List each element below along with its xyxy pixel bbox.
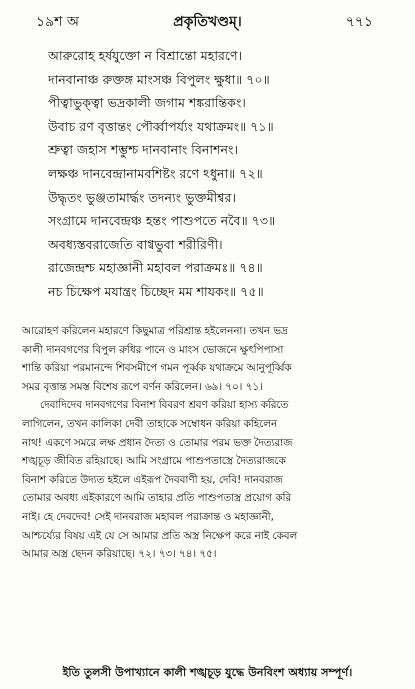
prose-line: আমার অস্ত্র ছেদন করিয়াছে। ৭২। ৭৩। ৭৪। ৭৫। — [22, 548, 217, 561]
bengali-translation — [22, 322, 406, 564]
verse-line: পীত্বাভুক্ত্বা ভদ্রকালী জগাম শঙ্করান্তিকং। — [48, 95, 246, 111]
verse-line: সংগ্রামে দানবেন্দ্রঞ্চ হন্তং পাশুপতে নবৈ॥ ৭৩॥ — [48, 213, 276, 229]
verse-line: অবধ্যস্তবরাজেতি বাগ্বভুবা শরীরিণী। — [48, 236, 223, 252]
prose-line: নাই। হে দেবদেব! সেই দানবরাজ মহাবল পরাক্রান্ত ও মহাজ্ঞানী, — [22, 510, 274, 523]
prose-line: বিনাশ করিতে উদ্যত হইলে এইরূপ দৈববাণী হয়, দেবি! দানবরাজ — [22, 473, 283, 486]
sanskrit-verses — [48, 44, 400, 304]
prose-line: তোমার অবধ্য এইকারণে আমি তাহার প্রতি পাশুপতাস্ত্র প্রয়োগ করি — [22, 492, 292, 505]
verse-line: উবাচ রণ বৃত্তান্তং পৌর্ব্বাপর্য্যং যথাক্রমং॥ ৭১॥ — [48, 118, 274, 134]
prose-line: আরোহণ করিলেন মহারণে কিছুমাত্র পরিশ্রান্ত হইলেননা। তখন ভদ্র — [22, 325, 288, 337]
prose-line: দেবাদিদেব দানবগণের বিনাশ বিবরণ শ্রবণ করিয়া হাস্য করিতে — [40, 399, 289, 412]
prose-line: শান্তি করিয়া পরমানন্দে শিবসমীপে গমন পূর্ব্বক যথাক্রমে আনুপূর্ব্বিক — [22, 362, 292, 375]
running-header — [0, 10, 415, 32]
prose-line: কালী দানবগণের বিপুল রুধির পানে ও মাংস ভোজনে ক্ষুৎপিপাসা — [22, 343, 284, 356]
page-number: ৭৭১ — [345, 14, 373, 30]
page-title: প্রকৃতিখণ্ডম্। — [173, 14, 242, 30]
prose-line: আশ্চর্য্যের বিষয় এই যে সে আমার প্রতি অস্ত্র নিক্ষেপ করে নাই কেবল — [22, 529, 298, 542]
prose-line: লাগিলেন, তখন কালিকা দেবী তাহাকে সম্বোধন করিয়া কহিলেন — [22, 417, 278, 430]
chapter-number: ১৯শ অ — [36, 14, 80, 30]
prose-line: শঙ্খচূড় জীবিত রহিয়াছে। আমি সংগ্রামে পাশুপতাস্ত্রে দৈত্যরাজকে — [22, 455, 286, 468]
prose-line: নাথ! একণে সমরে লক্ষ প্রধান দৈত্য ও তোমার পরম ভক্ত দৈত্যরাজ — [22, 436, 293, 449]
verse-line: নচ চিক্ষেপ মযান্ত্রং চিচ্ছেদ মম শাযকং॥ ৭৫॥ — [48, 283, 264, 299]
verse-line: রাজেন্দ্রশ্চ মহাজ্ঞানী মহাবল পরাক্রমঃ॥ ৭৪॥ — [48, 260, 263, 276]
chapter-colophon: ইতি তুলসী উপাখ্যানে কালী শঙ্খচূড় যুদ্ধে উনবিংশ অধ্যায় সম্পূর্ণ। — [62, 666, 353, 679]
verse-line: শ্রুত্বা জহাস শম্ভুশ্চ দানবানাং বিনাশনং। — [48, 142, 238, 158]
verse-line: লক্ষঞ্চ দানবেন্দ্রানামবশিষ্টং রণে ঽধুনা॥ ৭২॥ — [48, 165, 263, 181]
prose-line: সমর বৃত্তান্ত সমস্ত বিশেষ রূপে বর্ণন করিলেন। ৬৯। ৭০। ৭১। — [22, 380, 263, 393]
verse-line: আরুরোহ হর্ষযুক্তো ন বিশ্রান্তো মহারণে। — [48, 48, 243, 63]
verse-line: উদ্ধৃতং ভুঞ্জতামার্দ্ধং তদন্যং ভুক্তমীশ্বর। — [48, 189, 236, 205]
verse-line: দানবানাঞ্চ রুক্তঙ্গ মাংসঞ্চ বিপুলং ক্ষুধা॥ ৭০॥ — [48, 71, 270, 87]
